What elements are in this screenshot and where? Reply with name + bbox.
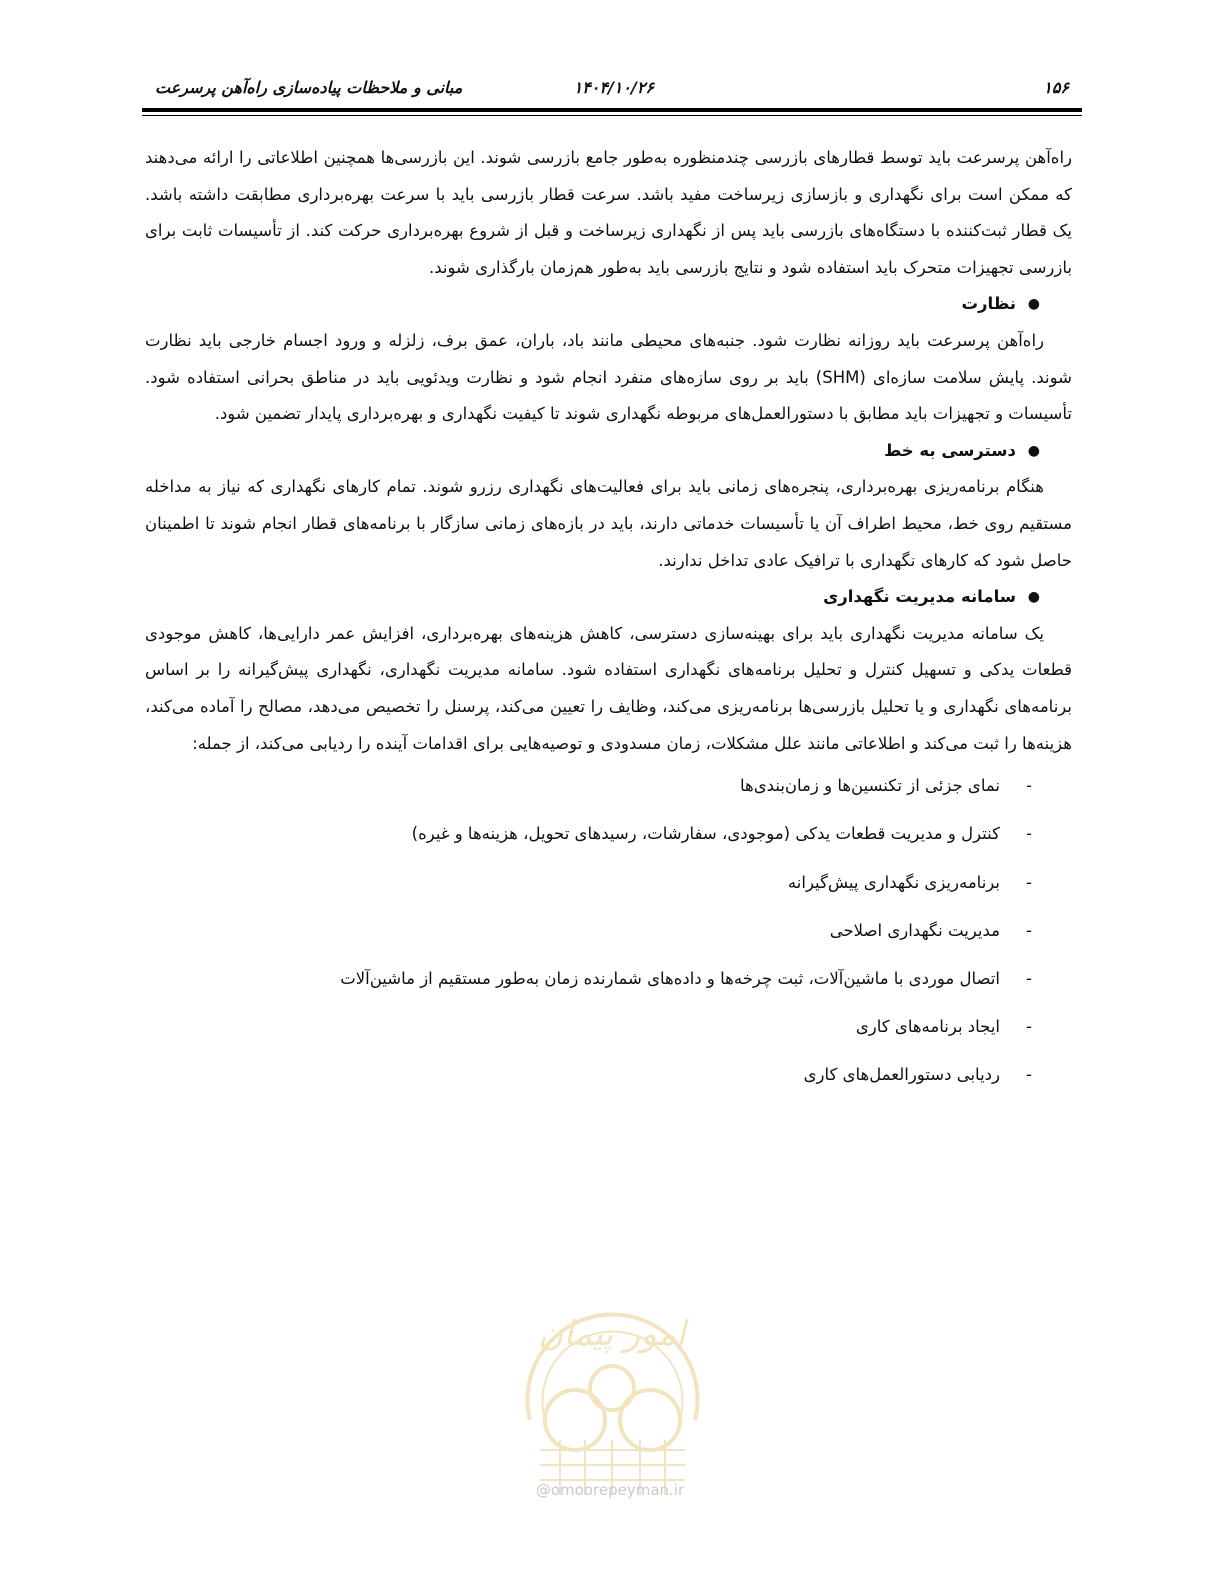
bullet-icon: ●: [1027, 589, 1040, 606]
list-item: - ایجاد برنامه‌های کاری: [145, 1003, 1072, 1051]
page-body: [145, 140, 1072, 1100]
list-item: - ردیابی دستورالعمل‌های کاری: [145, 1051, 1072, 1099]
bullet-icon: ●: [1027, 296, 1040, 313]
header-title: مبانی و ملاحظات پیاده‌سازی راه‌آهن پرسرعت: [155, 78, 463, 97]
bullet-icon: ●: [1027, 442, 1040, 459]
list-item: - اتصال موردی با ماشین‌آلات، ثبت چرخه‌ها و داده‌های شمارنده زمان به‌طور مستقیم از ماشین‌آلات: [145, 955, 1072, 1003]
intro-paragraph: راه‌آهن پرسرعت باید توسط قطارهای بازرسی چندمنظوره به‌طور جامع بازرسی شوند. این بازرسی‌ها همچنین اطلاعاتی را ارائه می‌دهند که ممکن است برای نگهداری و بازسازی زیرساخت مفید باشد. سرعت قطار بازرسی باید با سرعت بهره‌برداری مطابقت داشته باشد. یک قطار ثبت‌کننده با دستگاه‌های بازرسی باید پس از نگهداری زیرساخت و قبل از شروع بهره‌برداری حرکت کند. از تأسیسات ثابت برای بازرسی تجهیزات متحرک باید استفاده شود و نتایج بازرسی باید به‌طور هم‌زمان بارگذاری شوند.: [145, 148, 1072, 277]
dash-icon: -: [1026, 1065, 1032, 1085]
page-header: [155, 74, 1069, 104]
header-rule-thick: [142, 108, 1082, 112]
dash-icon: -: [1026, 920, 1032, 940]
watermark-logo: [500, 1270, 725, 1510]
header-rule-thin: [142, 115, 1082, 116]
dash-icon: -: [1026, 776, 1032, 796]
list-item: - مدیریت نگهداری اصلاحی: [145, 907, 1072, 955]
dash-icon: -: [1026, 824, 1032, 844]
section-heading-label: نظارت: [961, 294, 1016, 314]
dash-icon: -: [1026, 968, 1032, 988]
section-paragraph-monitoring: راه‌آهن پرسرعت باید روزانه نظارت شود. جنبه‌های محیطی مانند باد، باران، عمق برف، زلزله و ورود اجسام خارجی باید نظارت شوند. پایش سلامت سازه‌ای (SHM) باید بر روی سازه‌های منفرد انجام شود و نظارت ویدئویی باید در مناطق بحرانی استفاده شود. تأسیسات و تجهیزات باید مطابق با دستورالعمل‌های مربوطه نگهداری شوند تا کیفیت نگهداری و بهره‌برداری پایدار تضمین شود.: [145, 330, 1073, 424]
section-heading-label: سامانه مدیریت نگهداری: [823, 587, 1016, 607]
list-item: - کنترل و مدیریت قطعات یدکی (موجودی، سفارشات، رسیدهای تحویل، هزینه‌ها و غیره): [145, 810, 1072, 858]
section-heading-track-access: [145, 433, 1072, 470]
watermark-logo-text: امور پیمان: [538, 1314, 686, 1354]
feature-list: [145, 762, 1072, 1099]
page-number: ۱۵۶: [1043, 78, 1069, 97]
header-date: ۱۴۰۴/۱۰/۲۶: [573, 78, 654, 97]
dash-icon: -: [1026, 1017, 1032, 1037]
section-heading-maintenance-system: [145, 579, 1072, 616]
list-item: - برنامه‌ریزی نگهداری پیش‌گیرانه: [145, 859, 1072, 907]
list-item: - نمای جزئی از تکنسین‌ها و زمان‌بندی‌ها: [145, 762, 1072, 810]
section-paragraph-track-access: هنگام برنامه‌ریزی بهره‌برداری، پنجره‌های زمانی باید برای فعالیت‌های نگهداری رزرو شوند. تمام کارهای نگهداری که نیاز به مداخله مستقیم روی خط، محیط اطراف آن یا تأسیسات خدماتی دارند، باید در بازه‌های زمانی سازگار با برنامه‌های قطار انجام شوند تا اطمینان حاصل شود که کارهای نگهداری با ترافیک عادی تداخل ندارند.: [145, 477, 1072, 570]
watermark-site: @omoorepeyman.ir: [535, 1481, 685, 1499]
dash-icon: -: [1026, 872, 1032, 892]
section-heading-monitoring: [145, 286, 1072, 323]
section-heading-label: دسترسی به خط: [884, 440, 1016, 460]
section-paragraph-maintenance-system: یک سامانه مدیریت نگهداری باید برای بهینه‌سازی دسترسی، کاهش هزینه‌های بهره‌برداری، افزایش عمر دارایی‌ها، کاهش موجودی قطعات یدکی و تسهیل کنترل و تحلیل برنامه‌های نگهداری استفاده شود. سامانه مدیریت نگهداری، نگهداری پیش‌گیرانه را بر اساس برنامه‌های نگهداری و یا تحلیل بازرسی‌ها برنامه‌ریزی می‌کند، وظایف را تعیین می‌کند، پرسنل را تخصیص می‌دهد، مصالح را آماده می‌کند، هزینه‌ها را ثبت می‌کند و اطلاعاتی مانند علل مشکلات، زمان مسدودی و توصیه‌هایی برای اقدامات آینده را ردیابی می‌کند، از جمله:: [145, 623, 1072, 753]
